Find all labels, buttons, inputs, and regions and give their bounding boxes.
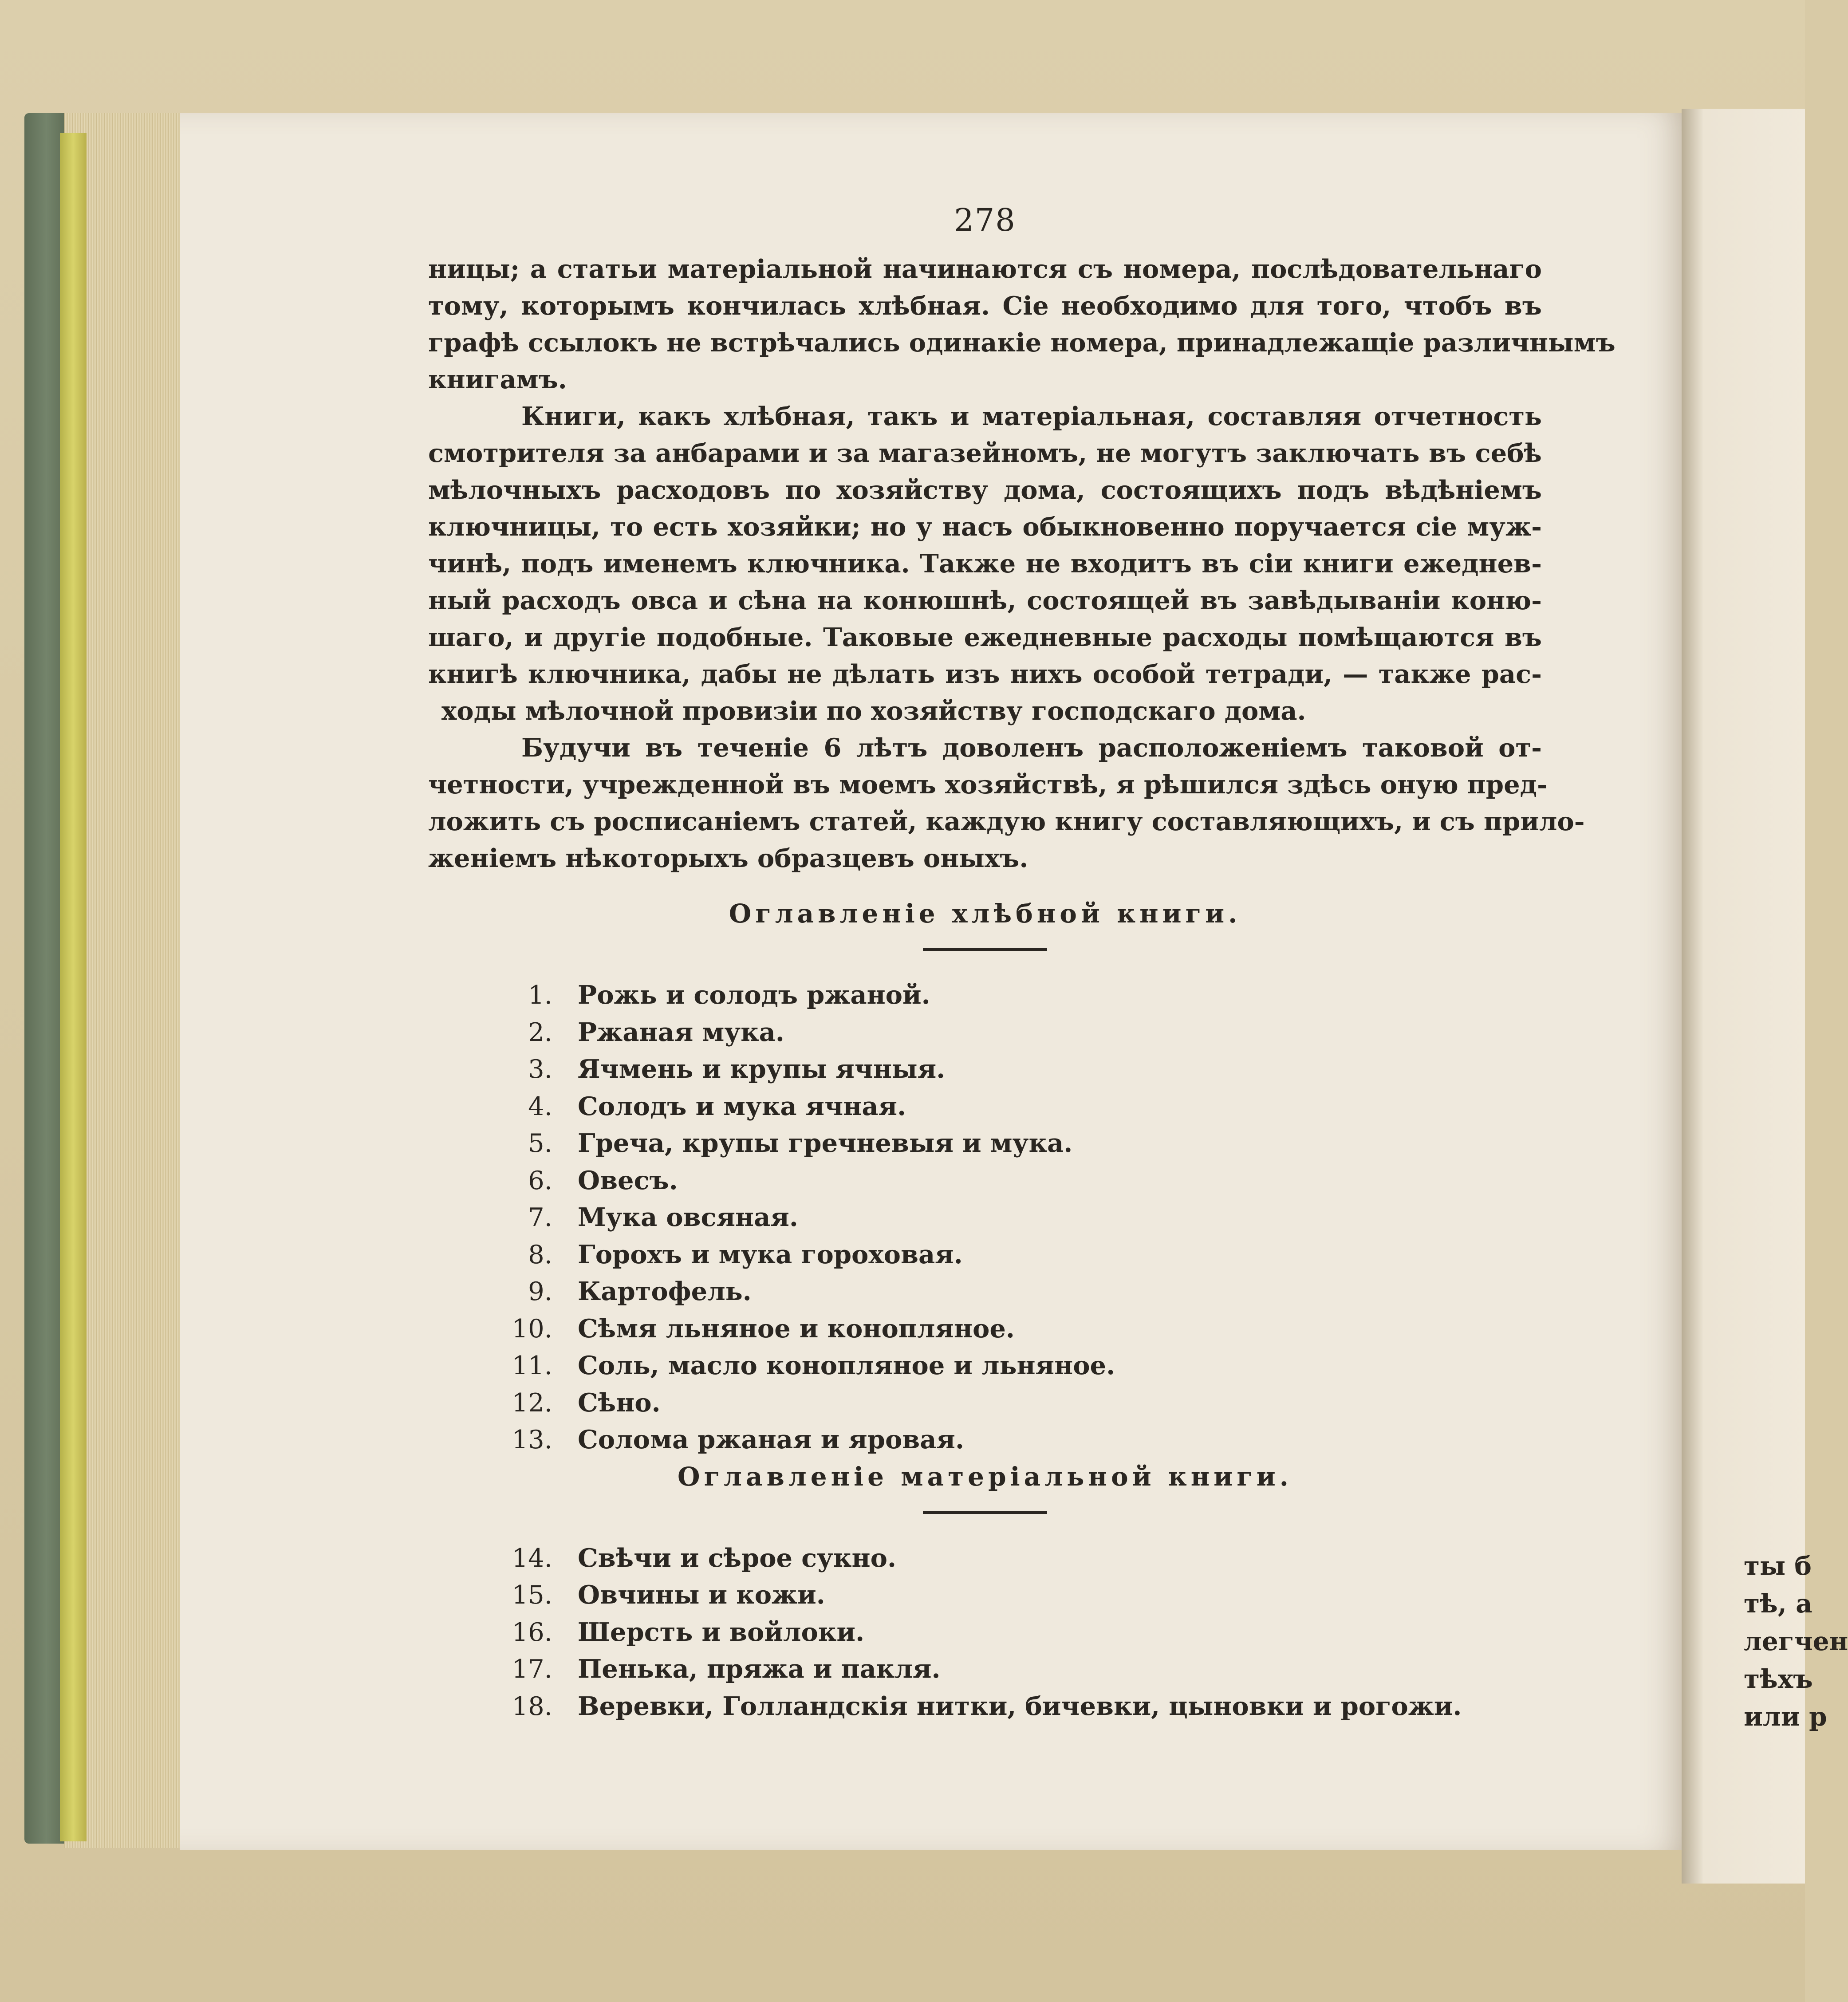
- item-text: Греча, крупы гречневыя и мука.: [578, 1128, 1073, 1158]
- text-line: графѣ ссылокъ не встрѣчались одинакіе номера, принадлежащіе различнымъ: [428, 327, 1616, 358]
- text-line: книгѣ ключника, дабы не дѣлать изъ нихъ особой тетради, — также рас-: [428, 659, 1542, 689]
- list-item: [428, 1540, 1542, 1577]
- item-number: 10.: [512, 1313, 552, 1344]
- next-page-text-fragment: тѣхъ: [1744, 1664, 1813, 1694]
- heading-rule: [923, 1511, 1047, 1514]
- right-page-fragment: [1682, 109, 1848, 1884]
- text-line: Книги, какъ хлѣбная, такъ и матеріальная, составляя отчетность: [521, 401, 1542, 431]
- list-item: [428, 1162, 1542, 1199]
- item-number: 5.: [528, 1128, 552, 1158]
- list-item: [428, 1273, 1542, 1310]
- item-text: Веревки, Голландскія нитки, бичевки, цыновки и рогожи.: [578, 1691, 1462, 1721]
- list-item: [428, 1688, 1542, 1725]
- list-item: [428, 1384, 1542, 1422]
- item-number: 9.: [528, 1277, 552, 1306]
- item-number: 13.: [512, 1425, 552, 1454]
- paragraph-1: [428, 251, 1616, 398]
- text-line: женіемъ нѣкоторыхъ образцевъ оныхъ.: [428, 843, 1028, 873]
- text-line: чинѣ, подъ именемъ ключника. Также не входитъ въ сіи книги ежеднев-: [428, 548, 1542, 579]
- list-item: [428, 1310, 1542, 1348]
- text-line: тому, которымъ кончилась хлѣбная. Сіе необходимо для того, чтобъ въ: [428, 291, 1542, 321]
- item-text: Овесъ.: [578, 1165, 678, 1195]
- page-content: [428, 202, 1616, 1725]
- item-text: Овчины и кожи.: [578, 1580, 825, 1610]
- list-item: [428, 1347, 1542, 1384]
- item-number: 3.: [528, 1054, 552, 1084]
- text-line: ключницы, то есть хозяйки; но у насъ обыкновенно поручается сіе муж-: [428, 512, 1542, 542]
- item-number: 2.: [528, 1017, 552, 1047]
- list-item: [428, 1125, 1542, 1162]
- item-text: Мука овсяная.: [578, 1202, 798, 1232]
- list-item: [428, 1199, 1542, 1236]
- paragraph-3: [428, 729, 1585, 877]
- item-number: 15.: [512, 1580, 552, 1610]
- item-number: 14.: [512, 1543, 552, 1573]
- item-text: Свѣчи и сѣрое сукно.: [578, 1542, 896, 1573]
- item-text: Сѣмя льняное и конопляное.: [578, 1313, 1015, 1344]
- item-number: 8.: [528, 1239, 552, 1269]
- list-item: [428, 977, 1542, 1014]
- next-page-text-fragment: легчен: [1744, 1626, 1848, 1656]
- list-item: [428, 1014, 1542, 1051]
- item-number: 12.: [512, 1387, 552, 1418]
- gilt-edge: [60, 133, 87, 1841]
- list-item: [428, 1051, 1542, 1088]
- item-text: Горохъ и мука гороховая.: [578, 1239, 963, 1269]
- item-text: Солодъ и мука ячная.: [578, 1091, 906, 1121]
- list-item: [428, 1576, 1542, 1614]
- item-number: 7.: [528, 1202, 552, 1232]
- item-number: 16.: [512, 1617, 552, 1647]
- heading-rule: [923, 948, 1047, 951]
- material-book-contents: [428, 1540, 1542, 1725]
- item-text: Рожь и солодъ ржаной.: [578, 980, 930, 1010]
- item-text: Картофель.: [578, 1276, 752, 1306]
- next-page-text-fragment: ты б: [1744, 1551, 1812, 1581]
- text-line: Будучи въ теченіе 6 лѣтъ доволенъ расположеніемъ таковой от-: [521, 733, 1542, 763]
- text-line: ложить съ росписаніемъ статей, каждую книгу составляющихъ, и съ прило-: [428, 806, 1585, 836]
- item-text: Солома ржаная и яровая.: [578, 1424, 965, 1454]
- item-text: Шерсть и войлоки.: [578, 1616, 865, 1647]
- list-item: [428, 1651, 1542, 1688]
- item-text: Соль, масло конопляное и льняное.: [578, 1350, 1115, 1380]
- bread-book-heading: Оглавленіе хлѣбной книги.: [729, 899, 1241, 929]
- item-text: Пенька, пряжа и пакля.: [578, 1654, 941, 1684]
- text-line: четности, учрежденной въ моемъ хозяйствѣ, я рѣшился здѣсь оную пред-: [428, 769, 1548, 800]
- item-text: Сѣно.: [578, 1387, 661, 1418]
- text-line: ходы мѣлочной провизіи по хозяйству господскаго дома.: [441, 696, 1306, 726]
- item-number: 11.: [512, 1351, 552, 1380]
- list-item: [428, 1421, 1542, 1458]
- bread-book-contents: [428, 977, 1542, 1458]
- text-line: шаго, и другіе подобные. Таковые ежедневные расходы помѣщаются въ: [428, 622, 1542, 652]
- item-text: Ячмень и крупы ячныя.: [578, 1054, 946, 1084]
- list-item: [428, 1614, 1542, 1651]
- paragraph-2: [428, 398, 1542, 729]
- text-line: смотрителя за анбарами и за магазейномъ, не могутъ заключать въ себѣ: [428, 438, 1542, 468]
- page-number: 278: [954, 202, 1016, 238]
- item-number: 17.: [512, 1654, 552, 1684]
- item-number: 4.: [528, 1091, 552, 1121]
- item-text: Ржаная мука.: [578, 1017, 784, 1047]
- list-item: [428, 1088, 1542, 1125]
- text-line: книгамъ.: [428, 364, 567, 394]
- text-line: ный расходъ овса и сѣна на конюшнѣ, состоящей въ завѣдываніи коню-: [428, 585, 1542, 615]
- text-line: мѣлочныхъ расходовъ по хозяйству дома, состоящихъ подъ вѣдѣніемъ: [428, 475, 1542, 505]
- text-line: ницы; а статьи матеріальной начинаются съ номера, послѣдовательнаго: [428, 254, 1542, 284]
- material-book-heading: Оглавленіе матеріальной книги.: [678, 1461, 1292, 1492]
- item-number: 1.: [528, 980, 552, 1010]
- next-page-text-fragment: или р: [1744, 1702, 1827, 1732]
- next-page-text-fragment: тѣ, а: [1744, 1588, 1813, 1619]
- item-number: 18.: [512, 1691, 552, 1721]
- item-number: 6.: [528, 1165, 552, 1195]
- list-item: [428, 1236, 1542, 1273]
